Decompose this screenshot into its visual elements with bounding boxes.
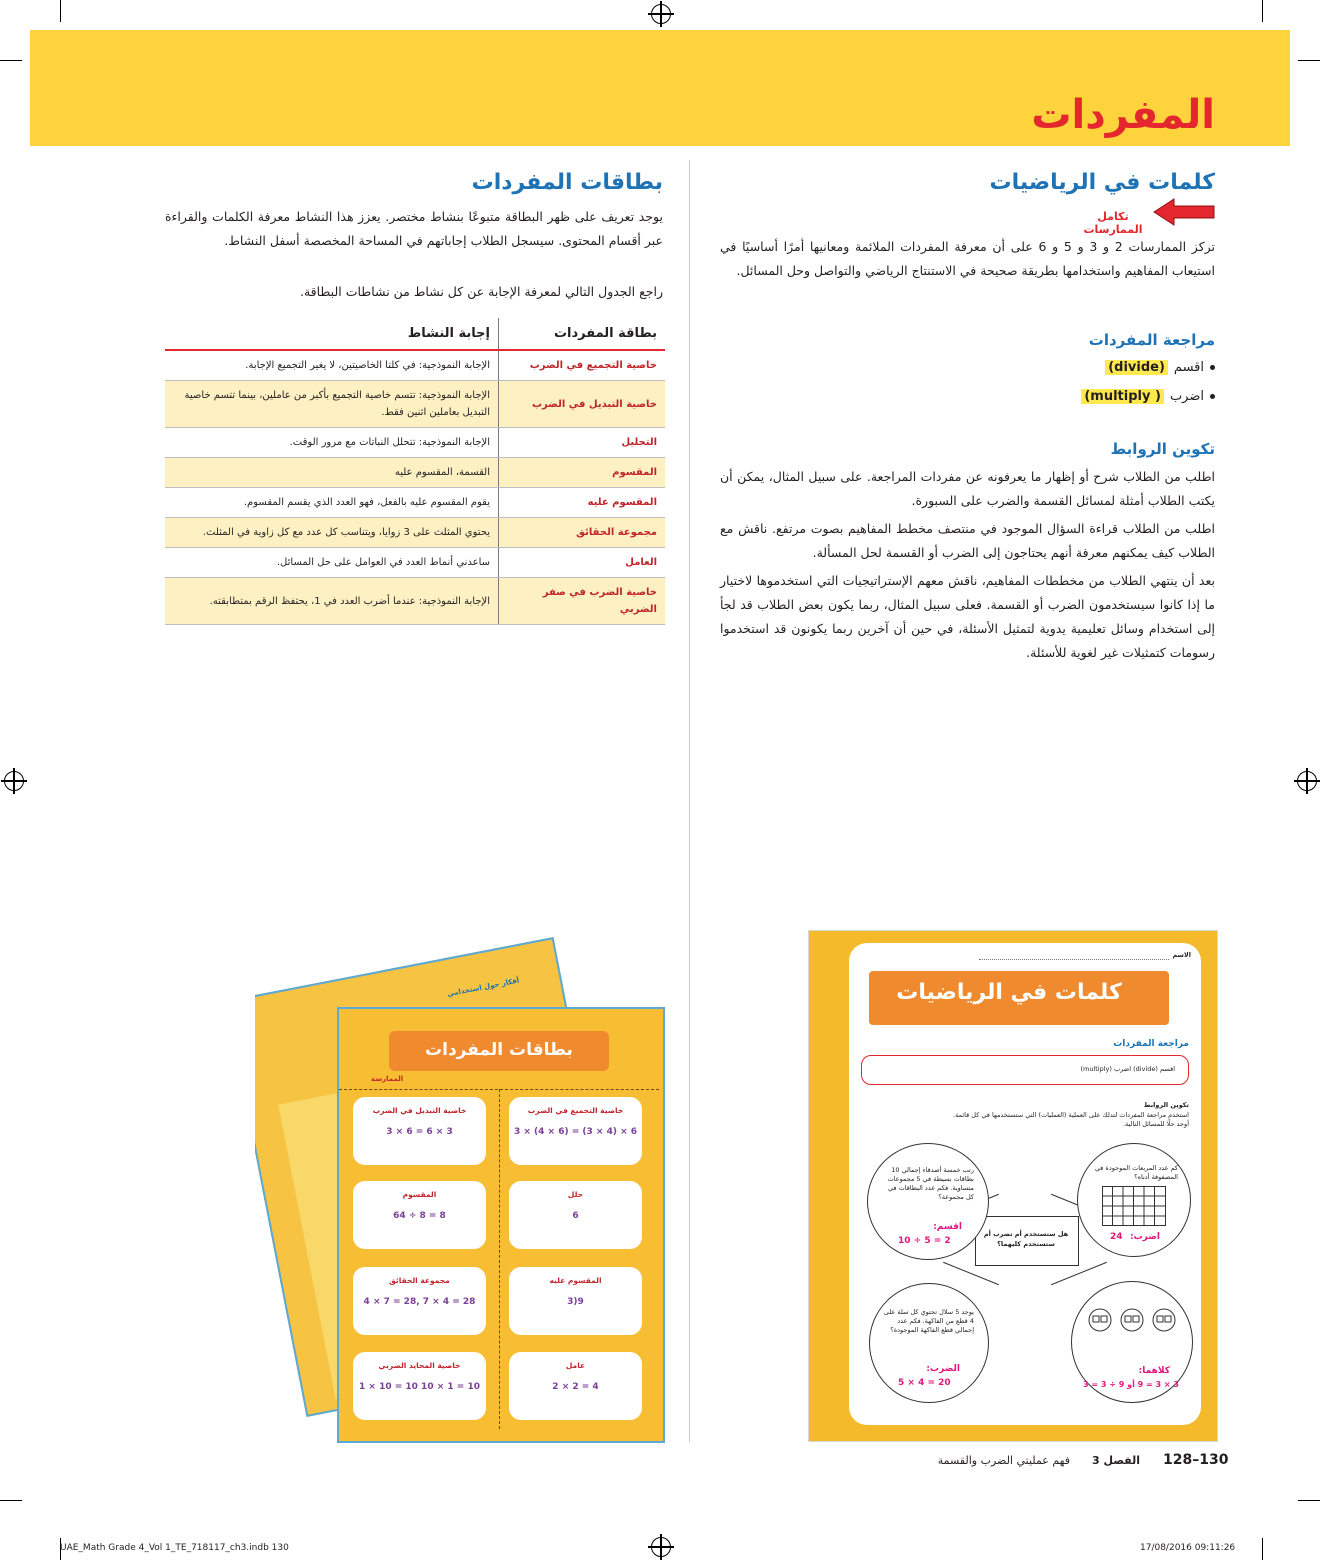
connections-heading: تكوين الروابط	[1110, 440, 1215, 458]
table-cell-answer: القسمة، المقسوم عليه	[165, 458, 499, 488]
card-title: خاصية المحايد الضربي	[378, 1361, 461, 1370]
worksheet-title: كلمات في الرياضيات	[896, 980, 1122, 1005]
table-cell-answer: الإجابة النموذجية: عندما أضرب العدد في 1، يحتفظ الرقم بمتطابقته.	[165, 578, 499, 625]
vocab-card	[509, 1352, 642, 1420]
front-page	[337, 1007, 665, 1443]
oval-answer: 3 × 3 = 9 أو 9 ÷ 3 = 3	[1083, 1380, 1179, 1389]
crop-mark	[60, 0, 61, 22]
right-intro-paragraph: تركز الممارسات 2 و 3 و 5 و 6 على أن معرفة المفردات الملائمة ومعانيها أمرًا أساسيًا في استيعاب المفاهيم واستخدامها بطريقة صحيحة في الاستنتاج الرياضي والتواصل وحل المسائل.	[720, 239, 1216, 278]
review-item-divide	[1105, 360, 1215, 375]
card-eq: 2 × 2 = 4	[552, 1382, 599, 1392]
vocab-cards-thumbnail	[255, 925, 665, 1445]
registration-mark-icon	[1297, 771, 1317, 791]
table-row	[165, 578, 665, 625]
oval-answer-label: اقسم:	[933, 1222, 962, 1232]
table-cell-term: العامل	[499, 548, 666, 578]
review-heading: مراجعة المفردات	[1088, 331, 1215, 349]
oval-answer-label: اضرب:	[1129, 1232, 1160, 1242]
worksheet-connections-heading: تكوين الروابط	[1143, 1101, 1189, 1109]
bullet-icon	[1210, 394, 1215, 399]
registration-mark-icon	[4, 771, 24, 791]
oval-answer-label: كلاهما:	[1138, 1366, 1170, 1376]
cards-practice-label: الممارسة	[371, 1075, 404, 1083]
vocab-card	[509, 1267, 642, 1335]
card-eq: 4 × 7 = 28, 7 × 4 = 28	[363, 1297, 476, 1307]
card-eq: 3 × 6 = 6 × 3	[386, 1127, 453, 1137]
oval-answer: 5 × 4 = 20	[898, 1378, 951, 1388]
table-header-term: بطاقة المفردات	[499, 318, 666, 350]
oval-text: كم عدد المربعات الموجودة في المصفوفة أدناه؟	[1094, 1164, 1178, 1181]
table-cell-term: المقسوم	[499, 458, 666, 488]
worksheet-review-heading: مراجعة المفردات	[1113, 1039, 1189, 1049]
column-divider	[689, 160, 690, 1442]
vocab-card	[353, 1267, 486, 1335]
vocab-cards-heading: بطاقات المفردات	[471, 170, 663, 195]
oval-answer: 10 ÷ 5 = 2	[898, 1236, 951, 1246]
connections-paragraph: اطلب من الطلاب قراءة السؤال الموجود في منتصف مخطط المفاهيم بصوت مرتفع. ناقش مع الطلاب كيف يمكنهم معرفة أنهم يحتاجون إلى الضرب أو القسمة لحل المسألة.	[720, 521, 1215, 560]
card-title: خاصية التبديل في الضرب	[372, 1106, 467, 1115]
card-eq: 3 × (4 × 6) = (3 × 4) × 6	[513, 1127, 638, 1137]
concept-oval	[1071, 1281, 1193, 1403]
table-cell-term: خاصية التجميع في الضرب	[499, 350, 666, 381]
oval-text: رتب خمسة أصدقاء إجمالي 10 بطاقات بسيطة في 5 مجموعات متساوية. فكم عدد البطاقات في كل مجموعة؟	[887, 1166, 974, 1201]
card-eq: 1 × 10 = 10 10 × 1 = 10	[359, 1382, 480, 1392]
table-row	[165, 458, 665, 488]
card-title: المقسوم عليه	[549, 1276, 602, 1285]
review-item-en: ( multiply)	[1081, 389, 1164, 404]
footer-page-numbers: 128–130	[1163, 1452, 1229, 1468]
table-row	[165, 381, 665, 428]
table-cell-answer: الإجابة النموذجية: في كلتا الخاصيتين، لا يغير التجميع الإجابة.	[165, 350, 499, 381]
crop-mark	[1262, 1538, 1263, 1560]
concept-oval	[1077, 1143, 1191, 1257]
math-words-heading: كلمات في الرياضيات	[989, 170, 1215, 195]
table-row	[165, 518, 665, 548]
slug-left: UAE_Math Grade 4_Vol 1_TE_718117_ch3.indb 130	[60, 1543, 289, 1553]
table-header-row	[165, 318, 665, 350]
review-item-ar: اضرب	[1169, 389, 1204, 404]
array-grid-icon	[1102, 1186, 1166, 1226]
connections-paragraph: بعد أن ينتهي الطلاب من مخططات المفاهيم، ناقش معهم الإستراتيجيات التي استخدموها لاختيار ما إذا كانوا سيستخدمون الضرب أو القسمة. فعلى سبيل المثال، ربما يكون بعض الطلاب قد لجأ إلى استخدام وسائل تعليمية يدوية لتمثيل الأسئلة، في حين أن آخرين ربما يكونون قد استخدموا رسومات كتمثيلات غير لغوية للأسئلة.	[720, 573, 1215, 660]
table-row	[165, 548, 665, 578]
review-item-ar: اقسم	[1173, 360, 1204, 375]
card-title: عامل	[565, 1361, 586, 1370]
cards-page-title: بطاقات المفردات	[425, 1040, 573, 1060]
crop-mark	[0, 60, 22, 61]
bullet-icon	[1210, 365, 1215, 370]
page-title: المفردات	[1031, 92, 1215, 138]
card-title: المقسوم	[402, 1190, 437, 1199]
practice-tag: تكامل الممارسات	[1083, 210, 1143, 236]
registration-mark-icon	[651, 4, 671, 24]
review-item-en: (divide)	[1105, 360, 1168, 375]
center-question: هل ستستخدم أم تضرب أم ستستخدم كليهما؟	[983, 1230, 1069, 1248]
table-header-answer: إجابة النشاط	[165, 318, 499, 350]
table-cell-term: خاصية التبديل في الضرب	[499, 381, 666, 428]
oval-text: يوجد 5 سلال تحتوي كل سلة على 4 قطع من الفاكهة. فكم عدد إجمالي قطع الفاكهة الموجودة؟	[883, 1308, 974, 1334]
table-row	[165, 488, 665, 518]
left-intro-paragraph: يوجد تعريف على ظهر البطاقة متبوعًا بنشاط مختصر. يعزز هذا النشاط معرفة الكلمات والقراءة عبر أقسام المحتوى. سيسجل الطلاب إجاباتهم في المساحة المخصصة أسفل النشاط.	[165, 209, 663, 248]
table-cell-term: مجموعة الحقائق	[499, 518, 666, 548]
table-row	[165, 428, 665, 458]
table-cell-term: التحليل	[499, 428, 666, 458]
table-cell-answer: الإجابة النموذجية: تتسم خاصية التجميع بأكبر من عاملين، بينما تتسم خاصية التبديل بعاملين اثنين فقط.	[165, 381, 499, 428]
card-title: حلل	[567, 1190, 584, 1199]
vocab-card	[353, 1097, 486, 1165]
practice-arrow-icon	[1152, 197, 1216, 227]
vocab-card	[509, 1097, 642, 1165]
worksheet-review-line: اقسم (divide) اضرب (multiply)	[1080, 1065, 1175, 1073]
oval-answer-label: الضرب:	[926, 1364, 960, 1374]
crop-mark	[1262, 0, 1263, 22]
table-cell-answer: ساعدني أنماط العدد في العوامل على حل المسائل.	[165, 548, 499, 578]
vocab-card	[353, 1352, 486, 1420]
footer-chapter-title: فهم عمليتي الضرب والقسمة	[937, 1454, 1070, 1467]
card-eq: 64 ÷ 8 = 8	[393, 1211, 446, 1221]
concept-oval	[867, 1143, 989, 1260]
worksheet-paper	[849, 943, 1201, 1425]
vocab-card	[353, 1181, 486, 1249]
worksheet-name-label: الاسم	[1172, 951, 1191, 959]
back-page: أفكار حول استخدامي	[255, 937, 634, 1417]
table-cell-term: المقسوم عليه	[499, 488, 666, 518]
vocab-answers-table	[165, 318, 665, 625]
slug-right: 17/08/2016 09:11:26	[1140, 1543, 1236, 1553]
review-item-multiply	[1081, 389, 1215, 404]
table-cell-answer: يقوم المقسوم عليه بالفعل، فهو العدد الذي يقسم المقسوم.	[165, 488, 499, 518]
table-row	[165, 350, 665, 381]
table-cell-answer: الإجابة النموذجية: تتحلل النباتات مع مرور الوقت.	[165, 428, 499, 458]
card-eq: 3)9	[567, 1297, 584, 1307]
footer-chapter-label: الفصل 3	[1092, 1454, 1140, 1467]
groups-icon	[1088, 1308, 1176, 1332]
table-cell-term: خاصية الضرب في صفر الضربي	[499, 578, 666, 625]
concept-oval	[869, 1283, 989, 1403]
card-title: خاصية التجميع في الضرب	[527, 1106, 624, 1115]
card-eq: 6	[572, 1211, 579, 1221]
registration-mark-icon	[651, 1537, 671, 1557]
table-note: راجع الجدول التالي لمعرفة الإجابة عن كل نشاط من نشاطات البطاقة.	[299, 284, 663, 299]
worksheet-instructions: استخدم مراجعة المفردات لتدلك على العملية (العمليات) التي ستستخدمها في كل قائمة. أوجد حلًا للمسائل التالية.	[953, 1111, 1189, 1128]
connections-paragraph: اطلب من الطلاب شرح أو إظهار ما يعرفونه عن مفردات المراجعة. على سبيل المثال، يمكن أن يكتب الطلاب أمثلة لمسائل القسمة والضرب على السبورة.	[720, 469, 1215, 508]
card-title: مجموعة الحقائق	[389, 1276, 450, 1285]
vocab-card	[509, 1181, 642, 1249]
oval-answer: 24	[1110, 1232, 1123, 1242]
table-cell-answer: يحتوي المثلث على 3 زوايا، ويتناسب كل عدد مع كل زاوية في المثلث.	[165, 518, 499, 548]
crop-mark	[1298, 1500, 1320, 1501]
worksheet-thumbnail	[808, 930, 1218, 1442]
crop-mark	[0, 1500, 22, 1501]
crop-mark	[1298, 60, 1320, 61]
